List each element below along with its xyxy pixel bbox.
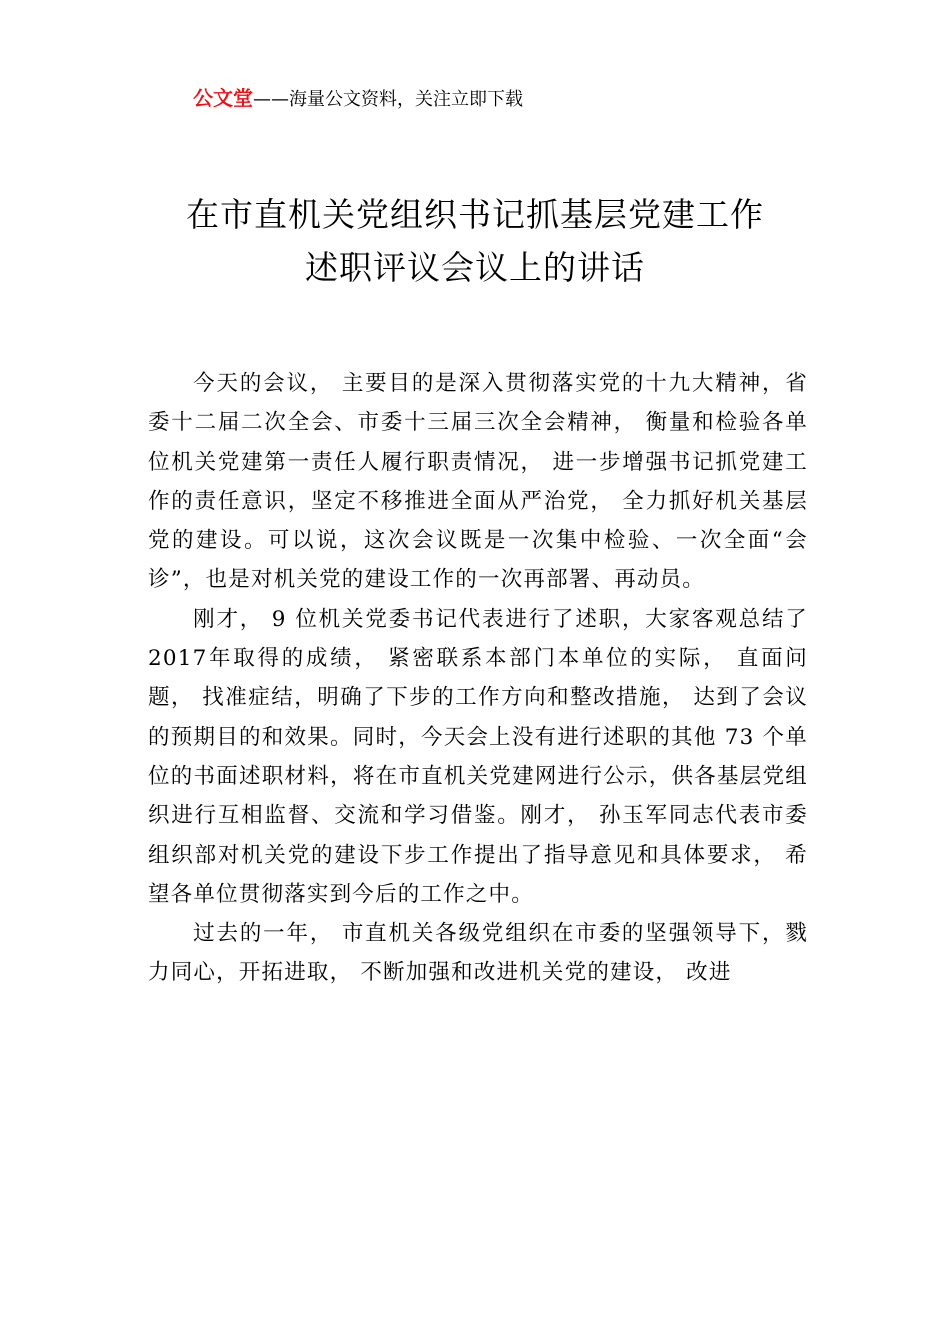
- header-tagline: ——海量公文资料，关注立即下载: [253, 89, 523, 110]
- paragraph-2: 刚才， 9 位机关党委书记代表进行了述职，大家客观总结了 2017年取得的成绩， 紧密联系本部门本单位的实际， 直面问题， 找准症结，明确了下步的工作方向和整改措施， 达到了会议的预期目的和效果。同时，今天会上没有进行述职的其他 73 个单位的书面述职材料，将在市直机关党建网进行公示，供各基层党组织进行互相监督、交流和学习借鉴。刚才， 孙玉军同志代表市委组织部对机关党的建设下步工作提出了指导意见和具体要求， 希望各单位贯彻落实到今后的工作之中。: [148, 606, 808, 907]
- title-line-2: 述职评议会议上的讲话: [305, 248, 645, 287]
- paragraph-1: 今天的会议， 主要目的是深入贯彻落实党的十九大精神，省委十二届二次全会、市委十三届三次全会精神， 衡量和检验各单位机关党建第一责任人履行职责情况， 进一步增强书记抓党建工作的责任意识，坚定不移推进全面从严治党， 全力抓好机关基层党的建设。可以说，这次会议既是一次集中检验、一次全面“会诊”，也是对机关党的建设工作的一次再部署、再动员。: [148, 371, 808, 593]
- brand-name: 公文堂: [193, 86, 253, 110]
- title-line-1: 在市直机关党组织书记抓基层党建工作: [186, 195, 764, 234]
- paragraph-3: 过去的一年， 市直机关各级党组织在市委的坚强领导下，戮力同心，开拓进取， 不断加强和改进机关党的建设， 改进: [148, 921, 808, 986]
- document-body: [148, 364, 808, 993]
- page-header: [193, 84, 523, 114]
- document-title: [0, 188, 950, 294]
